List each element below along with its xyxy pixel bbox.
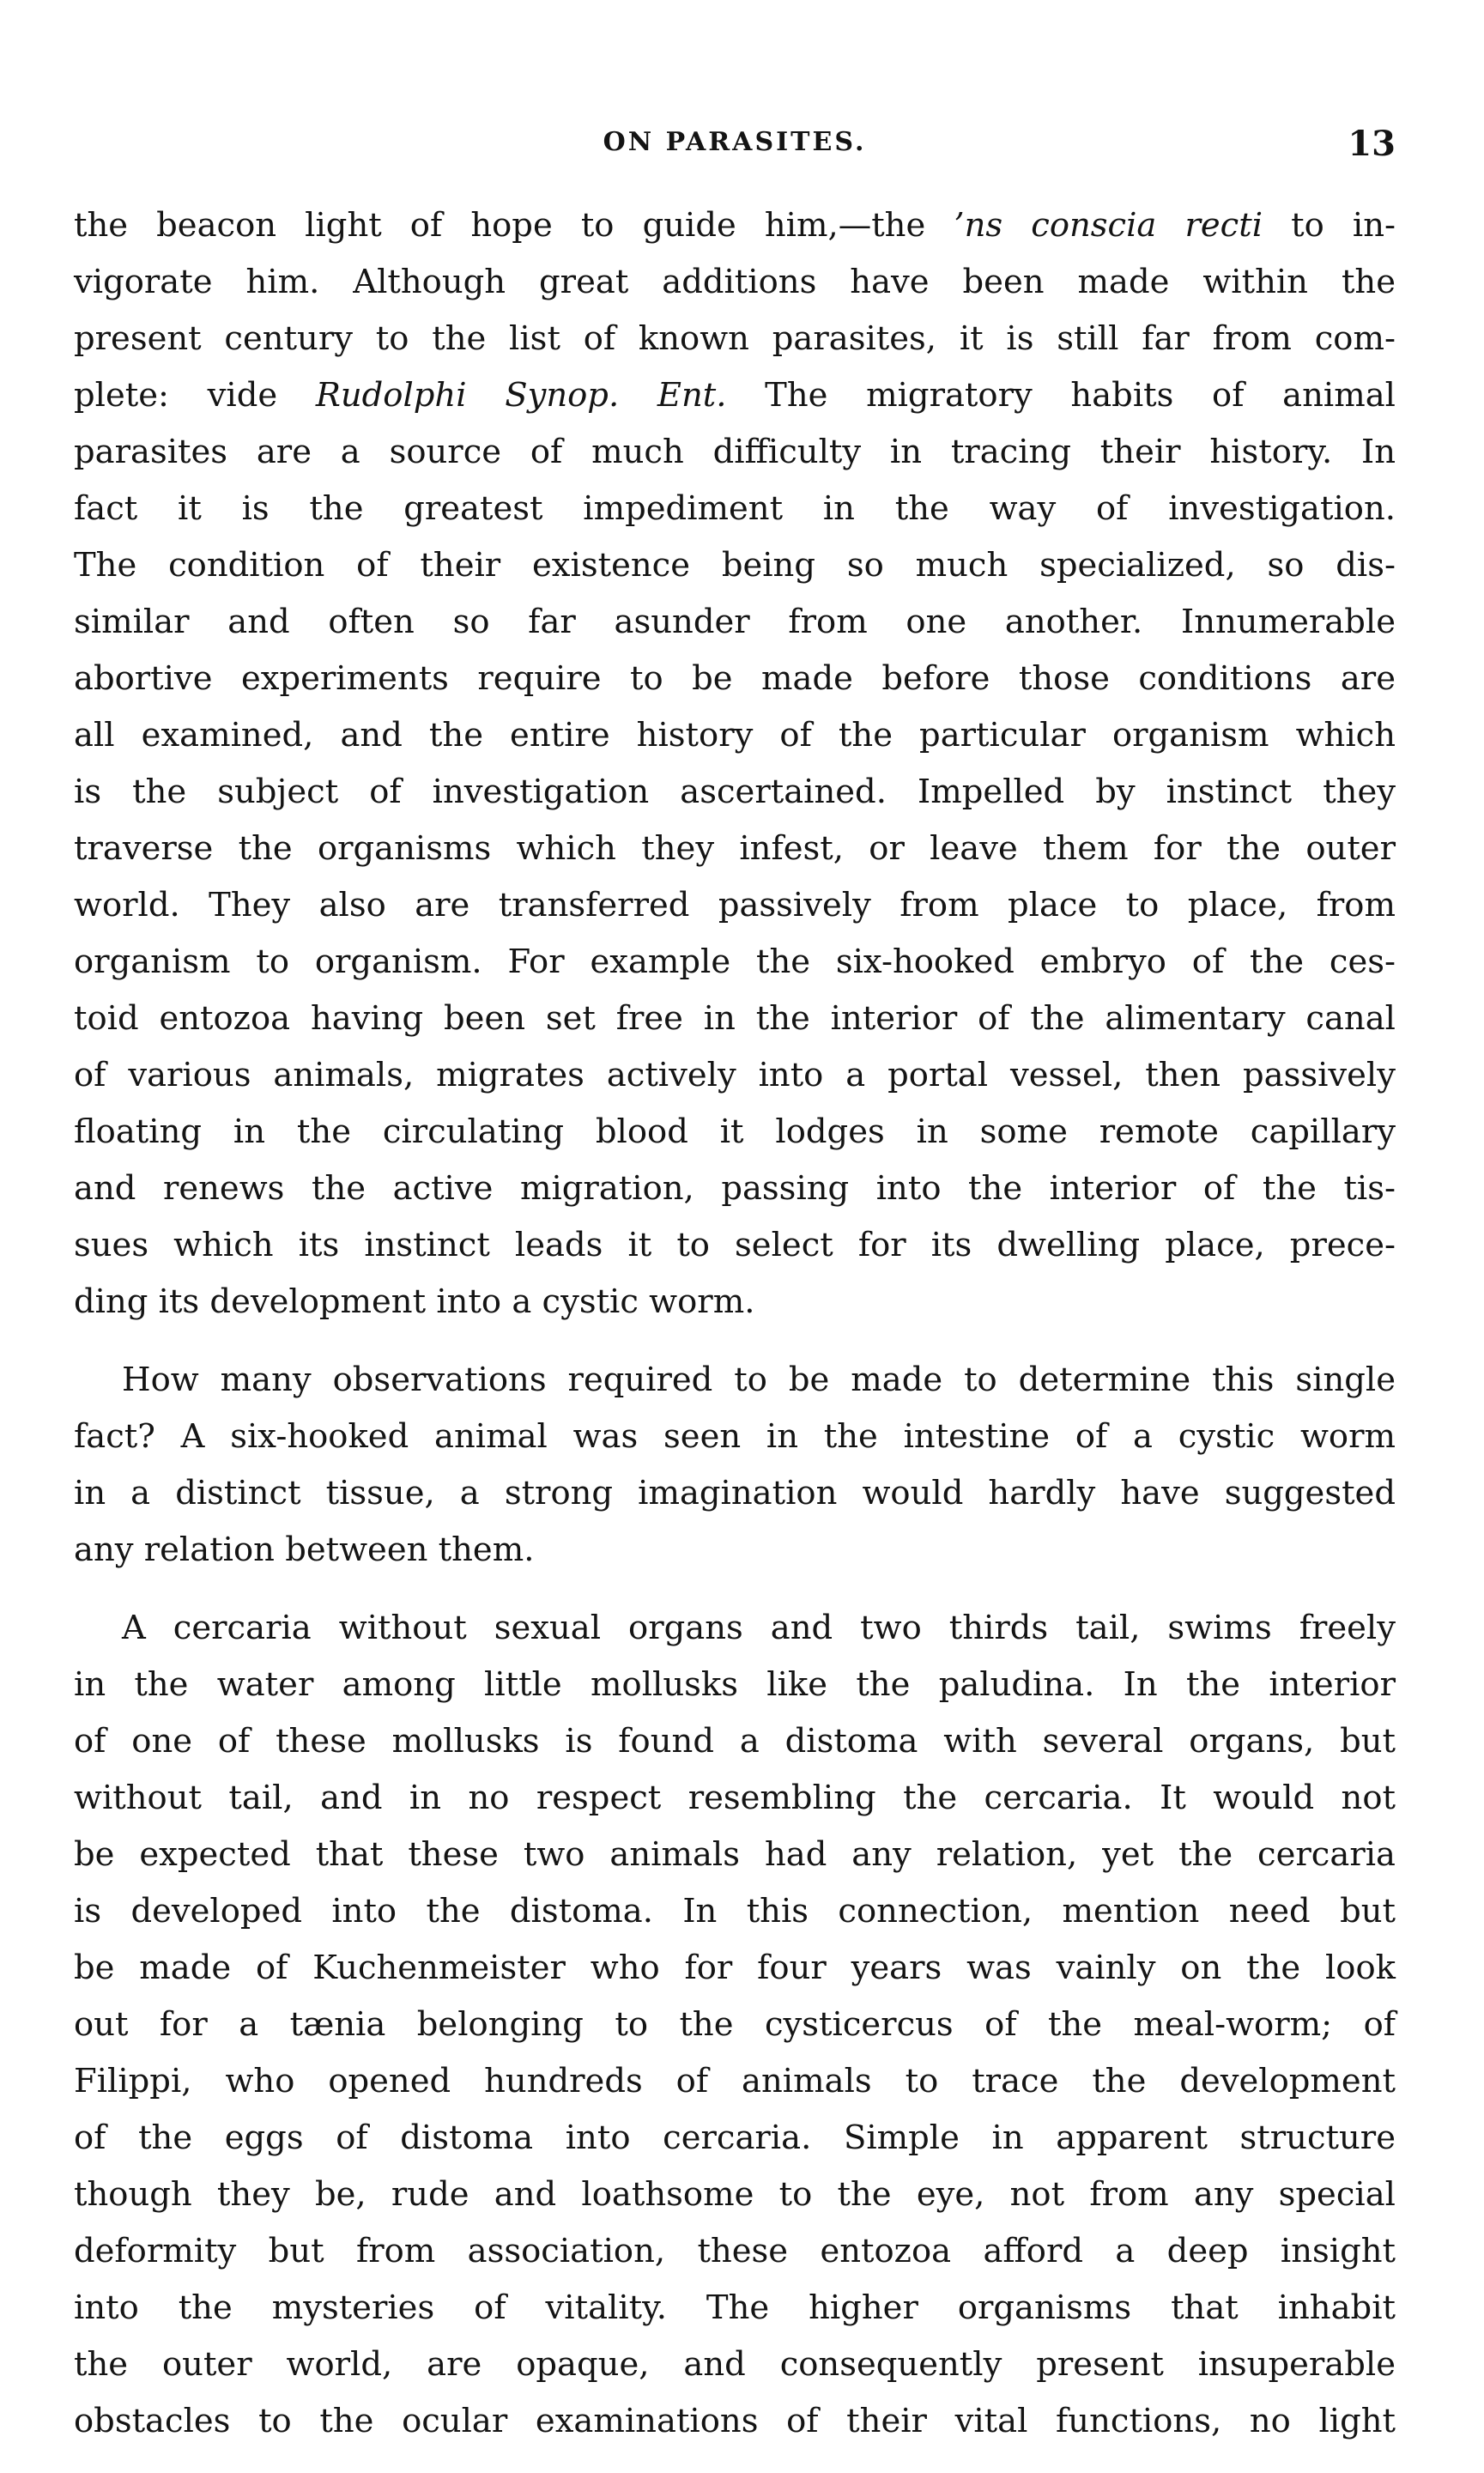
text-line: though they be, rude and loathsome to the eye, not from any special — [74, 2175, 1396, 2214]
text-line: floating in the circulating blood it lodges in some remote capillary — [74, 1112, 1396, 1151]
text-line: The condition of their existence being so much specialized, so dis- — [74, 546, 1396, 585]
italic-phrase: ’ns conscia recti — [954, 206, 1263, 245]
paragraph — [74, 1600, 1396, 2450]
paragraph — [74, 197, 1396, 1330]
text-line: fact? A six-hooked animal was seen in the intestine of a cystic worm — [74, 1417, 1396, 1456]
text-line: traverse the organisms which they infest, or leave them for the outer — [74, 829, 1396, 868]
text-line: of various animals, migrates actively into a portal vessel, then passively — [74, 1056, 1396, 1094]
paragraph — [74, 1352, 1396, 1579]
text-line: A cercaria without sexual organs and two thirds tail, swims freely — [122, 1609, 1396, 1647]
text-line: Filippi, who opened hundreds of animals to trace the development — [74, 2062, 1396, 2100]
text-line: present century to the list of known parasites, it is still far from com- — [74, 319, 1396, 358]
text-line: plete: vide Rudolphi Synop. Ent. The migratory habits of animal — [74, 376, 1396, 415]
running-head — [74, 101, 1396, 179]
text-line: any relation between them. — [74, 1530, 535, 1569]
text-line: obstacles to the ocular examinations of their vital functions, no light — [74, 2402, 1396, 2440]
text-line: without tail, and in no respect resembling the cercaria. It would not — [74, 1779, 1396, 1817]
body-text — [74, 197, 1396, 2450]
text-line: be expected that these two animals had any relation, yet the cercaria — [74, 1835, 1396, 1874]
text-line: the outer world, are opaque, and consequently present insuperable — [74, 2345, 1396, 2384]
text-line: be made of Kuchenmeister who for four years was vainly on the look — [74, 1949, 1396, 1987]
text-line: out for a tænia belonging to the cysticercus of the meal-worm; of — [74, 2005, 1396, 2044]
text-line: deformity but from association, these entozoa afford a deep insight — [74, 2232, 1396, 2270]
text-line: toid entozoa having been set free in the interior of the alimentary canal — [74, 999, 1396, 1038]
text-line: parasites are a source of much difficulty in tracing their history. In — [74, 433, 1396, 471]
text-line: ding its development into a cystic worm. — [74, 1282, 755, 1321]
text-line: is the subject of investigation ascertained. Impelled by instinct they — [74, 773, 1396, 811]
text-line: and renews the active migration, passing into the interior of the tis- — [74, 1169, 1396, 1208]
text-line: into the mysteries of vitality. The higher organisms that inhabit — [74, 2288, 1396, 2327]
text-line: of the eggs of distoma into cercaria. Simple in apparent structure — [74, 2118, 1396, 2157]
text-line: world. They also are transferred passively from place to place, from — [74, 886, 1396, 924]
text-line: sues which its instinct leads it to select for its dwelling place, prece- — [74, 1226, 1396, 1264]
text-line: in a distinct tissue, a strong imagination would hardly have suggested — [74, 1474, 1396, 1512]
running-title: ON PARASITES. — [603, 127, 867, 157]
page-number: 13 — [1348, 124, 1396, 164]
text-line: vigorate him. Although great additions have been made within the — [74, 263, 1396, 301]
text-line: of one of these mollusks is found a distoma with several organs, but — [74, 1722, 1396, 1761]
text-line: is developed into the distoma. In this connection, mention need but — [74, 1892, 1396, 1931]
text-line: all examined, and the entire history of the particular organism which — [74, 716, 1396, 755]
text-line: How many observations required to be made to determine this single — [122, 1361, 1396, 1399]
text-line: organism to organism. For example the six-hooked embryo of the ces- — [74, 943, 1396, 981]
book-page — [74, 101, 1396, 2440]
italic-phrase: Rudolphi Synop. Ent. — [315, 376, 727, 415]
text-line: abortive experiments require to be made before those conditions are — [74, 659, 1396, 698]
text-line: the beacon light of hope to guide him,—the ’ns conscia recti to in- — [74, 206, 1396, 245]
text-line: in the water among little mollusks like the paludina. In the interior — [74, 1665, 1396, 1704]
text-line: similar and often so far asunder from one another. Innumerable — [74, 603, 1396, 641]
text-line: fact it is the greatest impediment in the way of investigation. — [74, 489, 1396, 528]
